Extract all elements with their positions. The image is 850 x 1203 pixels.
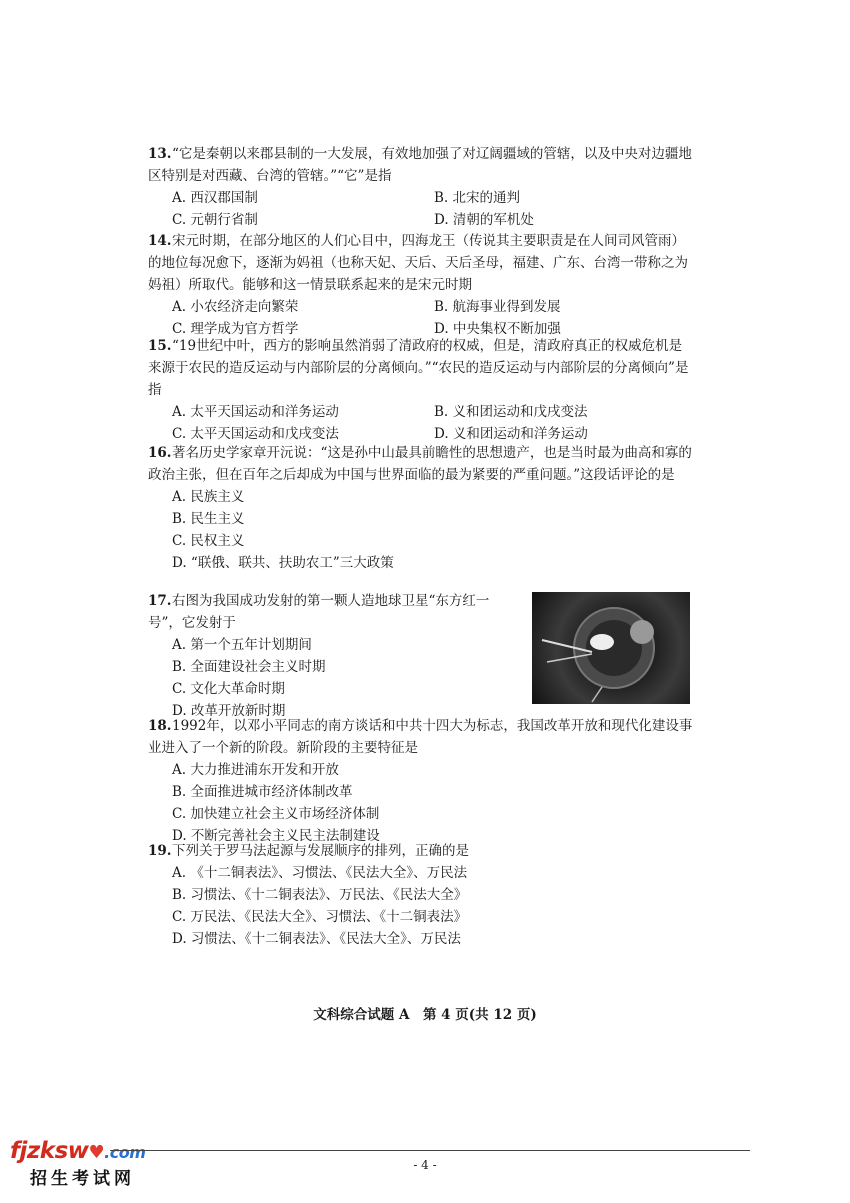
- footer-divider: [110, 1150, 750, 1151]
- question-number: 13.: [148, 146, 172, 162]
- logo-brand: fjzksw: [10, 1138, 89, 1164]
- option-d: D. 改革开放新时期: [172, 703, 286, 719]
- question-19: [148, 840, 693, 950]
- option-c: C. 理学成为官方哲学: [172, 321, 299, 337]
- question-18: [148, 715, 693, 847]
- question-stem: 宋元时期，在部分地区的人们心目中，四海龙王（传说其主要职责是在人间司风管雨）的地位每况愈下，逐渐为妈祖（也称天妃、天后、天后圣母，福建、广东、台湾一带称之为妈祖）所取代。能够和这一情景联系起来的是宋元时期: [148, 233, 688, 293]
- question-number: 16.: [148, 445, 172, 461]
- option-list: [148, 486, 693, 574]
- option-c: C. 文化大革命时期: [172, 681, 285, 697]
- heart-icon: ♥: [88, 1142, 105, 1163]
- option-list: [148, 759, 693, 847]
- option-a: A. 民族主义: [172, 489, 245, 505]
- page-footer: 文科综合试题 A 第 4 页(共 12 页): [313, 1007, 537, 1023]
- option-b: B. 北宋的通判: [434, 190, 521, 206]
- question-number: 17.: [148, 593, 172, 609]
- question-16: [148, 442, 693, 574]
- question-number: 14.: [148, 233, 172, 249]
- option-d: D. 不断完善社会主义民主法制建设: [172, 828, 380, 844]
- option-b: B. 全面建设社会主义时期: [172, 659, 326, 675]
- question-stem: 1992年，以邓小平同志的南方谈话和中共十四大为标志，我国改革开放和现代化建设事业进入了一个新的阶段。新阶段的主要特征是: [148, 718, 693, 756]
- question-stem: 下列关于罗马法起源与发展顺序的排列，正确的是: [172, 843, 469, 859]
- question-stem: “19世纪中叶，西方的影响虽然消弱了清政府的权威，但是，清政府真正的权威危机是来源于农民的造反运动与内部阶层的分离倾向。”“农民的造反运动与内部阶层的分离倾向”是指: [148, 338, 689, 398]
- question-number: 15.: [148, 338, 172, 354]
- option-b: B. 民生主义: [172, 511, 245, 527]
- question-14: [148, 230, 693, 340]
- option-c: C. 加快建立社会主义市场经济体制: [172, 806, 380, 822]
- option-a: A. 第一个五年计划期间: [172, 637, 312, 653]
- satellite-illustration: [532, 592, 690, 704]
- option-c: C. 太平天国运动和戊戌变法: [172, 426, 339, 442]
- option-a: A. 西汉郡国制: [172, 190, 258, 206]
- question-stem: “它是秦朝以来郡县制的一大发展，有效地加强了对辽阔疆域的管辖，以及中央对边疆地区特别是对西藏、台湾的管辖。”“它”是指: [148, 146, 692, 184]
- option-b: B. 义和团运动和戊戌变法: [434, 404, 588, 420]
- question-number: 19.: [148, 843, 172, 859]
- question-stem: 著名历史学家章开沅说：“这是孙中山最具前瞻性的思想遗产，也是当时最为曲高和寡的政治主张，但在百年之后却成为中国与世界面临的最为紧要的严重问题。”这段话评论的是: [148, 445, 692, 483]
- option-a: A. 小农经济走向繁荣: [172, 299, 299, 315]
- satellite-photo: [532, 592, 690, 704]
- option-c: C. 元朝行省制: [172, 212, 258, 228]
- option-c: C. 民权主义: [172, 533, 245, 549]
- question-number: 18.: [148, 718, 172, 734]
- option-b: B. 习惯法、《十二铜表法》、万民法、《民法大全》: [172, 887, 468, 903]
- option-d: D. 中央集权不断加强: [434, 321, 561, 337]
- option-d: D. 清朝的军机处: [434, 212, 534, 228]
- option-list: [148, 634, 523, 722]
- option-list: [148, 862, 693, 950]
- option-list: [148, 401, 693, 445]
- question-17: [148, 590, 523, 722]
- option-b: B. 全面推进城市经济体制改革: [172, 784, 353, 800]
- logo-domain: .com: [104, 1143, 146, 1162]
- option-list: [148, 187, 693, 231]
- option-b: B. 航海事业得到发展: [434, 299, 561, 315]
- page-number: - 4 -: [413, 1158, 437, 1172]
- question-stem: 右图为我国成功发射的第一颗人造地球卫星“东方红一号”，它发射于: [148, 593, 490, 631]
- question-13: [148, 143, 693, 231]
- option-d: D. 习惯法、《十二铜表法》、《民法大全》、万民法: [172, 931, 461, 947]
- option-a: A. 太平天国运动和洋务运动: [172, 404, 339, 420]
- option-a: A. 大力推进浦东开发和开放: [172, 762, 339, 778]
- question-15: [148, 335, 693, 445]
- option-c: C. 万民法、《民法大全》、习惯法、《十二铜表法》: [172, 909, 468, 925]
- option-d: D. 义和团运动和洋务运动: [434, 426, 588, 442]
- option-list: [148, 296, 693, 340]
- logo-tagline: 招生考试网: [30, 1169, 135, 1189]
- option-a: A. 《十二铜表法》、习惯法、《民法大全》、万民法: [172, 865, 468, 881]
- option-d: D. “联俄、联共、扶助农工”三大政策: [172, 555, 394, 571]
